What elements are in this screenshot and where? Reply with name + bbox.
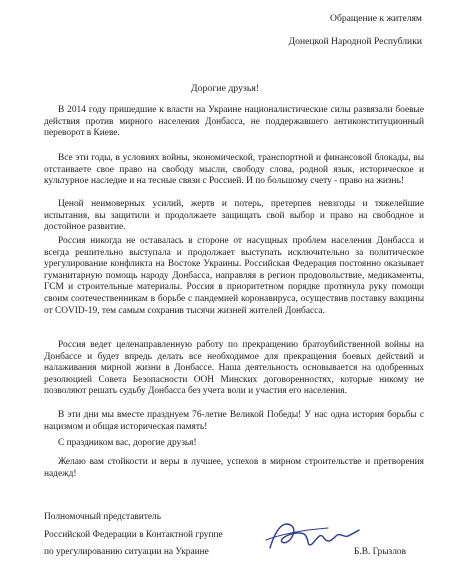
greeting: Дорогие друзья! <box>190 83 260 94</box>
addressee-line-2: Донецкой Народной Республики <box>288 36 422 47</box>
paragraph-3: Ценой неимоверных усилий, жертв и потерь, претерпев невзгоды и тяжелейшие испытания, вы защитили и продолжаете защищать свой выбор и право на свободное и достойное развитие. <box>44 199 424 233</box>
paragraph-4: Россия никогда не оставалась в стороне от насущных проблем населения Донбасса и всегда решительно выступала и продолжает выступать исключительно за политическое урегулирование конфликта на Востоке Украины. Российская Федерация постоянно оказывает гуманитарную помощь народу Донбасса, направляя в регион продовольствие, медикаменты, ГСМ и строительные материалы. Россия в приоритетном порядке протянула руку помощи своим соотечественникам в борьбе с пандемией коронавируса, осуществив поставку вакцины от COVID-19, тем самым сохранив тысячи жизней жителей Донбасса. <box>44 236 424 316</box>
paragraph-5: Россия ведет целенаправленную работу по прекращению братоубийственной войны на Донбассе и будет впредь делать все необходимое для прекращения боевых действий и налаживания мирной жизни в Донбассе. Наша деятельность основывается на одобренных резолюцией Совета Безопасности ООН Минских договоренностях, которые никому не позволяют решать судьбу Донбасса без учета воли и участия его населения. <box>44 340 424 397</box>
signatory-title-line-3: по урегулированию ситуации на Украине <box>44 547 209 557</box>
paragraph-1: В 2014 году пришедшие к власти на Украине националистические силы развязали боевые действия против мирного населения Донбасса, не поддержавшего антиконституционный переворот в Киеве. <box>44 105 424 139</box>
signatory-title-line-1: Полномочный представитель <box>44 512 162 522</box>
paragraph-2: Все эти годы, в условиях войны, экономической, транспортной и финансовой блокады, вы отстаиваете свое право на свободу мысли, свободу слова, родной язык, историческое и культурное наследие и на тесные связи с Россией. И по большому счету - право на жизнь! <box>44 153 424 187</box>
handwritten-signature <box>262 510 362 560</box>
paragraph-8: Желаю вам стойкости и веры в лучшее, успехов в мирном строительстве и претворения надежд! <box>44 457 424 479</box>
paragraph-7: С праздником вас, дорогие друзья! <box>58 438 197 448</box>
signatory-name: Б.В. Грызлов <box>354 547 406 557</box>
signatory-title-line-2: Российской Федерации в Контактной группе <box>44 530 223 540</box>
paragraph-6: В эти дни мы вместе празднуем 76-летие Великой Победы! У нас одна история борьбы с нацизмом и общая историческая память! <box>44 410 424 432</box>
addressee-line-1: Обращение к жителям <box>330 13 422 24</box>
